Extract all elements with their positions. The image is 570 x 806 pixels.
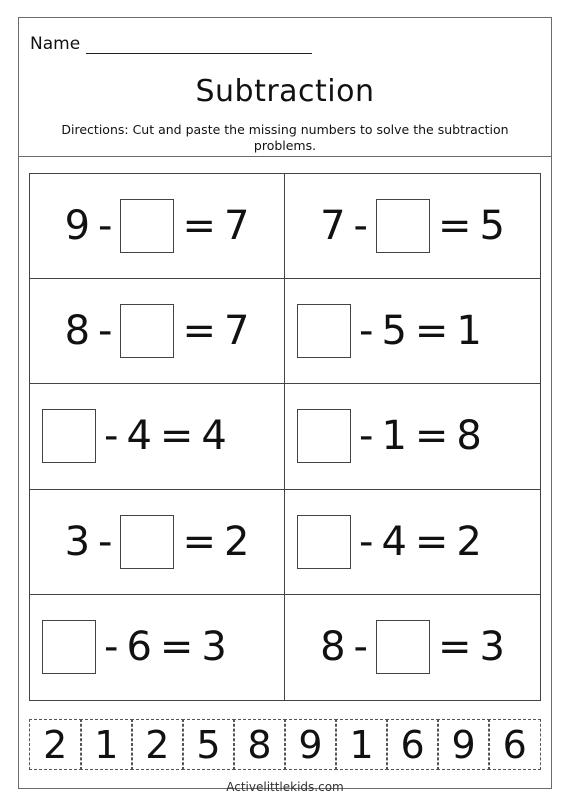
problem-cell <box>30 279 285 384</box>
minus-sign: - <box>98 203 113 250</box>
subtrahend: 1 <box>381 413 407 460</box>
equals-sign: = <box>414 308 449 355</box>
cutout-number[interactable]: 9 <box>284 719 337 770</box>
difference: 2 <box>223 518 250 565</box>
answer-box[interactable] <box>376 199 430 253</box>
minus-sign: - <box>359 308 374 355</box>
difference: 4 <box>201 413 227 460</box>
problem-cell <box>30 490 285 595</box>
problem-cell <box>30 595 285 700</box>
problem-grid <box>29 173 541 701</box>
problem-cell <box>285 279 540 384</box>
answer-box[interactable] <box>376 620 430 674</box>
cutout-number[interactable]: 2 <box>131 719 184 770</box>
answer-box[interactable] <box>297 304 351 358</box>
difference: 1 <box>456 308 482 355</box>
cutout-number[interactable]: 2 <box>29 719 82 770</box>
answer-box[interactable] <box>120 515 174 569</box>
minus-sign: - <box>359 413 374 460</box>
minuend: 8 <box>64 308 91 355</box>
equals-sign: = <box>182 203 216 250</box>
problem-cell <box>285 595 540 700</box>
problem-cell <box>285 490 540 595</box>
problem-cell <box>30 384 285 489</box>
name-row <box>30 34 312 54</box>
difference: 2 <box>456 518 482 565</box>
name-label: Name <box>30 34 81 54</box>
cutout-number[interactable]: 8 <box>233 719 286 770</box>
subtrahend: 4 <box>381 518 407 565</box>
equals-sign: = <box>437 624 472 671</box>
equals-sign: = <box>182 308 216 355</box>
minus-sign: - <box>353 203 368 250</box>
difference: 7 <box>223 308 250 355</box>
answer-box[interactable] <box>120 199 174 253</box>
minuend: 9 <box>64 203 91 250</box>
answer-box[interactable] <box>297 409 351 463</box>
difference: 7 <box>223 203 250 250</box>
cutout-number[interactable]: 6 <box>488 719 541 770</box>
cutout-number[interactable]: 6 <box>386 719 439 770</box>
problem-cell <box>285 174 540 279</box>
minuend: 8 <box>320 624 346 671</box>
equals-sign: = <box>159 413 194 460</box>
cutout-strip <box>29 719 541 770</box>
minus-sign: - <box>104 413 119 460</box>
name-field-line[interactable] <box>86 38 312 54</box>
equals-sign: = <box>414 518 449 565</box>
minuend: 3 <box>64 518 91 565</box>
minus-sign: - <box>98 308 113 355</box>
header-divider <box>18 156 552 157</box>
minus-sign: - <box>353 624 368 671</box>
problem-cell <box>30 174 285 279</box>
minus-sign: - <box>359 518 374 565</box>
difference: 3 <box>201 624 227 671</box>
footer-site: Activelittlekids.com <box>226 780 344 794</box>
directions-text: Directions: Cut and paste the missing numbers to solve the subtraction problems. <box>61 122 509 153</box>
subtrahend: 4 <box>126 413 152 460</box>
cutout-number[interactable]: 5 <box>182 719 235 770</box>
equals-sign: = <box>159 624 194 671</box>
answer-box[interactable] <box>42 620 96 674</box>
equals-sign: = <box>414 413 449 460</box>
difference: 3 <box>479 624 505 671</box>
cutout-number[interactable]: 1 <box>80 719 133 770</box>
equals-sign: = <box>182 518 216 565</box>
worksheet-title: Subtraction <box>195 74 375 109</box>
problem-cell <box>285 384 540 489</box>
minuend: 7 <box>320 203 346 250</box>
subtrahend: 6 <box>126 624 152 671</box>
minus-sign: - <box>104 624 119 671</box>
difference: 8 <box>456 413 482 460</box>
minus-sign: - <box>98 518 113 565</box>
difference: 5 <box>479 203 505 250</box>
cutout-number[interactable]: 9 <box>437 719 490 770</box>
subtrahend: 5 <box>381 308 407 355</box>
answer-box[interactable] <box>297 515 351 569</box>
cutout-number[interactable]: 1 <box>335 719 388 770</box>
answer-box[interactable] <box>42 409 96 463</box>
equals-sign: = <box>437 203 472 250</box>
answer-box[interactable] <box>120 304 174 358</box>
